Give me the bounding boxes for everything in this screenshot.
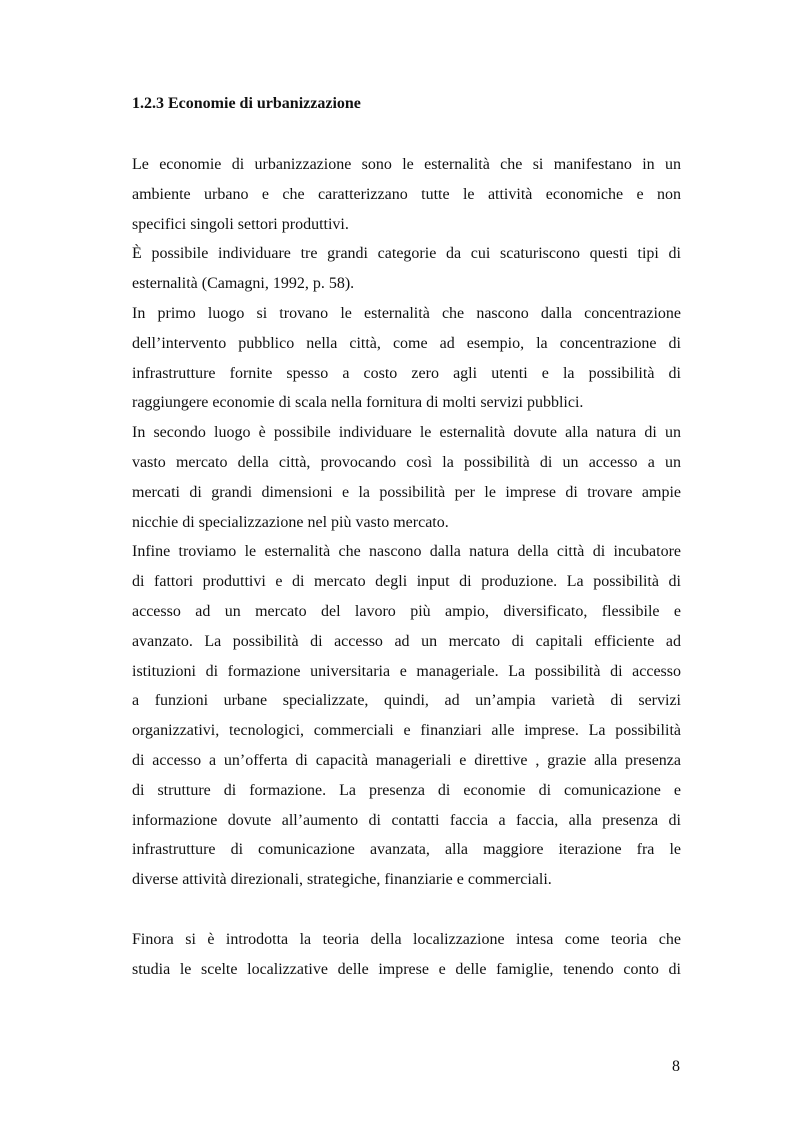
text-line: organizzativi, tecnologici, commerciali e finanziari alle imprese. La possibilità — [132, 722, 681, 740]
paragraph — [132, 301, 681, 420]
text-line: di strutture di formazione. La presenza di economie di comunicazione e — [132, 781, 681, 799]
text-line: accesso ad un mercato del lavoro più ampio, diversificato, flessibile e — [132, 602, 681, 620]
paragraph — [132, 152, 681, 241]
text-line: nicchie di specializzazione nel più vasto mercato. — [132, 513, 449, 531]
paragraph — [132, 927, 681, 987]
text-line: studia le scelte localizzative delle imprese e delle famiglie, tenendo conto di — [132, 960, 681, 978]
paragraph — [132, 539, 681, 897]
section-heading: 1.2.3 Economie di urbanizzazione — [132, 95, 361, 112]
text-line: Infine troviamo le esternalità che nascono dalla natura della città di incubatore — [132, 543, 681, 561]
text-line: Le economie di urbanizzazione sono le esternalità che si manifestano in un — [132, 156, 681, 173]
text-line: ambiente urbano e che caratterizzano tutte le attività economiche e non — [132, 185, 681, 203]
text-line: raggiungere economie di scala nella fornitura di molti servizi pubblici. — [132, 394, 584, 412]
paragraph-gap — [132, 897, 681, 927]
text-line: infrastrutture fornite spesso a costo zero agli utenti e la possibilità di — [132, 364, 681, 382]
text-line: dell’intervento pubblico nella città, come ad esempio, la concentrazione di — [132, 334, 681, 352]
text-line: In secondo luogo è possibile individuare le esternalità dovute alla natura di un — [132, 424, 681, 442]
text-line: È possibile individuare tre grandi categorie da cui scaturiscono questi tipi di — [132, 245, 681, 263]
text-line: In primo luogo si trovano le esternalità che nascono dalla concentrazione — [132, 304, 681, 322]
text-line: infrastrutture di comunicazione avanzata, alla maggiore iterazione fra le — [132, 841, 681, 859]
text-line: di accesso a un’offerta di capacità manageriali e direttive , grazie alla presenza — [132, 751, 681, 769]
page-number: 8 — [672, 1058, 680, 1075]
text-line: di fattori produttivi e di mercato degli input di produzione. La possibilità di — [132, 573, 681, 591]
text-line: mercati di grandi dimensioni e la possibilità per le imprese di trovare ampie — [132, 483, 681, 501]
text-line: a funzioni urbane specializzate, quindi, ad un’ampia varietà di servizi — [132, 692, 681, 710]
text-line: diverse attività direzionali, strategiche, finanziarie e commerciali. — [132, 871, 552, 889]
text-line: informazione dovute all’aumento di contatti faccia a faccia, alla presenza di — [132, 811, 681, 829]
paragraph — [132, 420, 681, 539]
text-line: avanzato. La possibilità di accesso ad un mercato di capitali efficiente ad — [132, 632, 681, 650]
text-line: istituzioni di formazione universitaria e manageriale. La possibilità di accesso — [132, 662, 681, 680]
text-line: Finora si è introdotta la teoria della localizzazione intesa come teoria che — [132, 930, 681, 948]
text-line: specifici singoli settori produttivi. — [132, 215, 349, 233]
paragraph — [132, 241, 681, 301]
text-line: vasto mercato della città, provocando così la possibilità di un accesso a un — [132, 453, 681, 471]
body-text — [132, 152, 681, 986]
text-line: esternalità (Camagni, 1992, p. 58). — [132, 275, 355, 293]
